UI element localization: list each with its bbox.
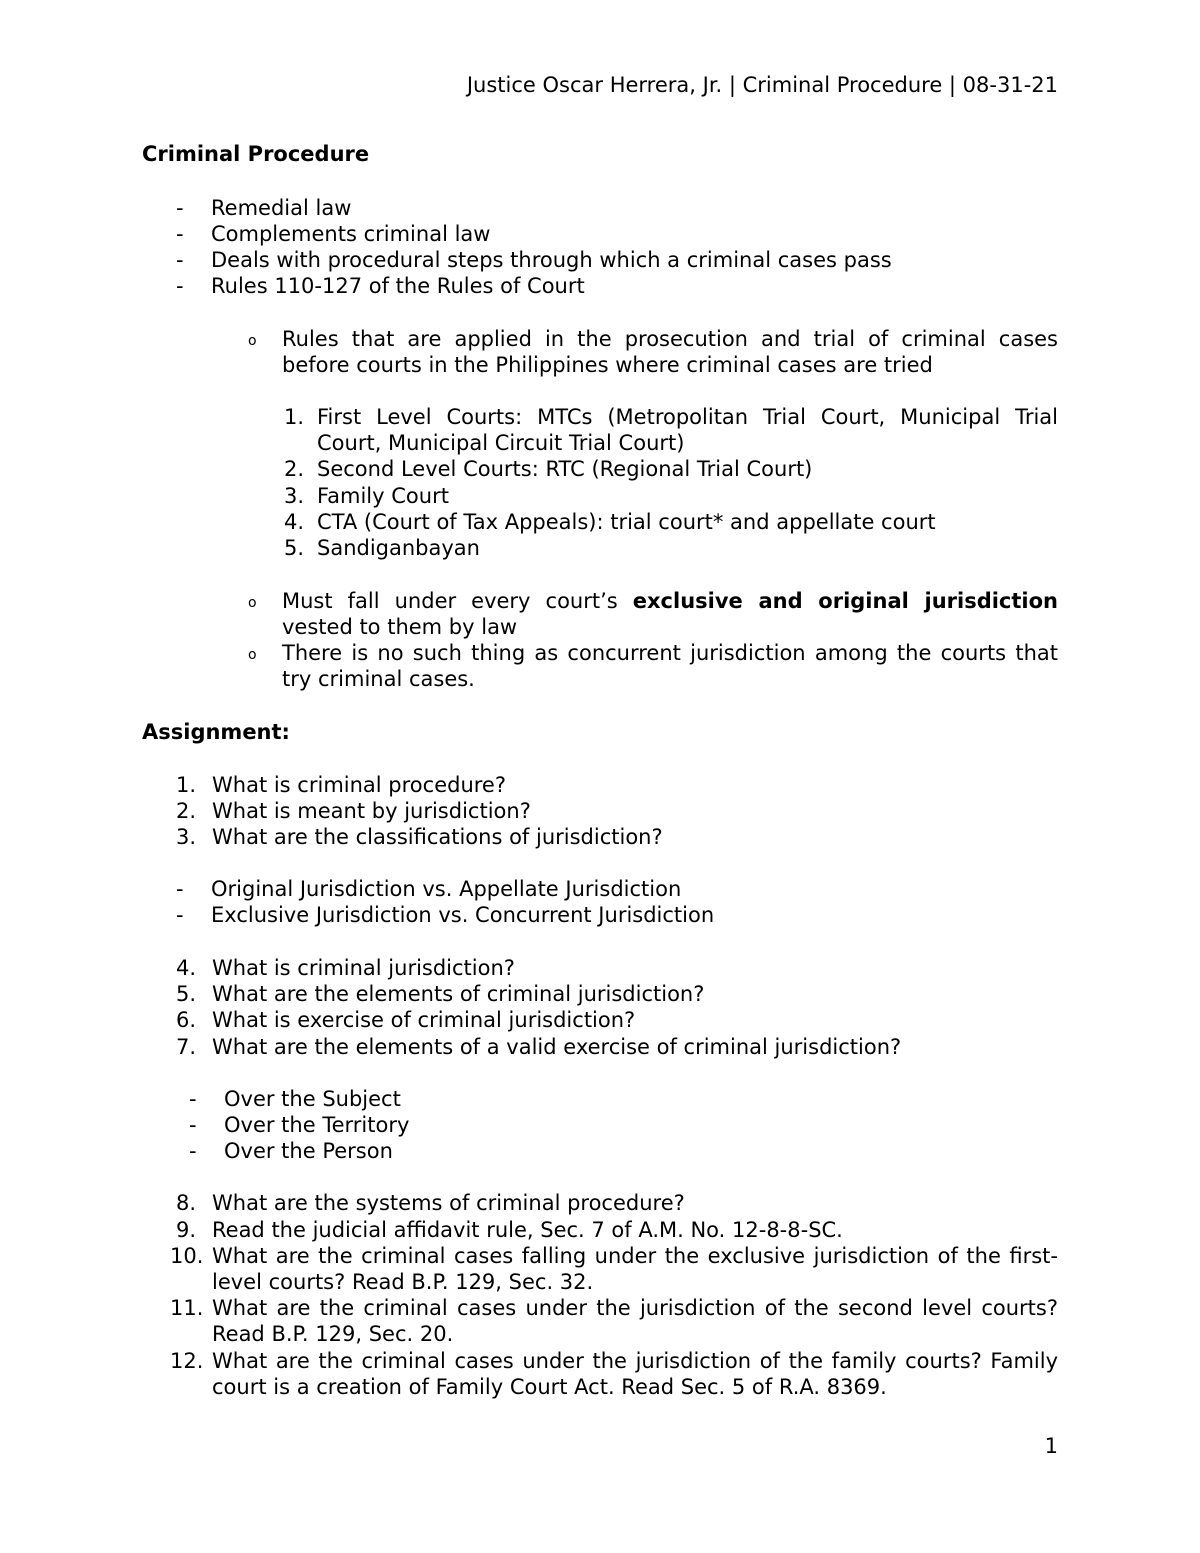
emphasized-text: exclusive and original jurisdiction bbox=[632, 589, 1058, 613]
dash-marker: - bbox=[176, 903, 184, 927]
list-number: 4. bbox=[176, 956, 197, 980]
dash-marker: - bbox=[189, 1087, 197, 1111]
sub-item-text-line: There is no such thing as concurrent jurisdiction among the courts that bbox=[282, 641, 1058, 665]
question-text: What are the systems of criminal procedure? bbox=[212, 1191, 685, 1215]
sub-item-text: Must fall under every court’s bbox=[282, 589, 633, 613]
dash-marker: - bbox=[176, 877, 184, 901]
list-number: 12. bbox=[170, 1349, 204, 1373]
question-text: What are the elements of a valid exercise of criminal jurisdiction? bbox=[212, 1035, 902, 1059]
assignment-title: Assignment: bbox=[142, 720, 290, 744]
question-text: What is criminal jurisdiction? bbox=[212, 956, 515, 980]
list-item-text: First Level Courts: MTCs (Metropolitan Trial Court, Municipal Trial bbox=[317, 405, 1058, 429]
list-item-text: Family Court bbox=[317, 484, 449, 508]
section-title: Criminal Procedure bbox=[142, 142, 370, 166]
list-item-text: Rules 110-127 of the Rules of Court bbox=[211, 274, 585, 298]
list-item-text: Second Level Courts: RTC (Regional Trial Court) bbox=[317, 457, 813, 481]
question-text: Read B.P. 129, Sec. 20. bbox=[212, 1322, 454, 1346]
list-number: 1. bbox=[176, 773, 197, 797]
running-header: Justice Oscar Herrera, Jr. | Criminal Procedure | 08-31-21 bbox=[466, 73, 1058, 97]
list-item-text: Court, Municipal Circuit Trial Court) bbox=[317, 431, 685, 455]
list-number: 1. bbox=[284, 405, 305, 429]
list-number: 6. bbox=[176, 1008, 197, 1032]
question-text: What are the criminal cases falling under the exclusive jurisdiction of the first- bbox=[212, 1244, 1058, 1268]
list-number: 8. bbox=[176, 1191, 197, 1215]
list-item-text: Complements criminal law bbox=[211, 222, 491, 246]
list-number: 7. bbox=[176, 1035, 197, 1059]
question-text: What are the criminal cases under the jurisdiction of the family courts? Family bbox=[212, 1349, 1058, 1373]
dash-marker: - bbox=[176, 196, 184, 220]
circle-bullet-marker: o bbox=[248, 647, 257, 663]
list-item-text: Over the Person bbox=[224, 1139, 393, 1163]
question-text: Read the judicial affidavit rule, Sec. 7 of A.M. No. 12-8-8-SC. bbox=[212, 1218, 843, 1242]
dash-marker: - bbox=[176, 222, 184, 246]
question-text: What is criminal procedure? bbox=[212, 773, 506, 797]
question-text: What is exercise of criminal jurisdiction? bbox=[212, 1008, 636, 1032]
question-text: level courts? Read B.P. 129, Sec. 32. bbox=[212, 1270, 594, 1294]
list-number: 4. bbox=[284, 510, 305, 534]
list-item-text: Original Jurisdiction vs. Appellate Jurisdiction bbox=[211, 877, 682, 901]
list-item-text: Exclusive Jurisdiction vs. Concurrent Jurisdiction bbox=[211, 903, 715, 927]
question-text: What are the elements of criminal jurisdiction? bbox=[212, 982, 705, 1006]
question-text: What are the criminal cases under the jurisdiction of the second level courts? bbox=[212, 1296, 1058, 1320]
list-number: 5. bbox=[284, 536, 305, 560]
list-number: 3. bbox=[176, 825, 197, 849]
sub-item-text-line: vested to them by law bbox=[282, 615, 518, 639]
list-number: 2. bbox=[176, 799, 197, 823]
dash-marker: - bbox=[176, 248, 184, 272]
list-item-text: Over the Subject bbox=[224, 1087, 401, 1111]
dash-marker: - bbox=[176, 274, 184, 298]
question-text: court is a creation of Family Court Act. Read Sec. 5 of R.A. 8369. bbox=[212, 1375, 887, 1399]
list-item-text: Remedial law bbox=[211, 196, 352, 220]
page-number: 1 bbox=[1044, 1434, 1058, 1458]
list-item-text: CTA (Court of Tax Appeals): trial court* and appellate court bbox=[317, 510, 936, 534]
list-item-text: Deals with procedural steps through which a criminal cases pass bbox=[211, 248, 892, 272]
list-item-text: Over the Territory bbox=[224, 1113, 410, 1137]
question-text: What are the classifications of jurisdiction? bbox=[212, 825, 663, 849]
list-number: 5. bbox=[176, 982, 197, 1006]
dash-marker: - bbox=[189, 1139, 197, 1163]
sub-item-text-line: Rules that are applied in the prosecution and trial of criminal cases bbox=[282, 327, 1058, 351]
list-number: 2. bbox=[284, 457, 305, 481]
question-text: What is meant by jurisdiction? bbox=[212, 799, 531, 823]
sub-item-text-line bbox=[282, 588, 1058, 614]
list-item-text: Sandiganbayan bbox=[317, 536, 480, 560]
circle-bullet-marker: o bbox=[248, 333, 257, 349]
circle-bullet-marker: o bbox=[248, 595, 257, 611]
sub-item-text-line: try criminal cases. bbox=[282, 667, 475, 691]
list-number: 9. bbox=[176, 1218, 197, 1242]
list-number: 11. bbox=[170, 1296, 204, 1320]
list-number: 3. bbox=[284, 484, 305, 508]
dash-marker: - bbox=[189, 1113, 197, 1137]
sub-item-text-line: before courts in the Philippines where criminal cases are tried bbox=[282, 353, 933, 377]
list-number: 10. bbox=[170, 1244, 204, 1268]
